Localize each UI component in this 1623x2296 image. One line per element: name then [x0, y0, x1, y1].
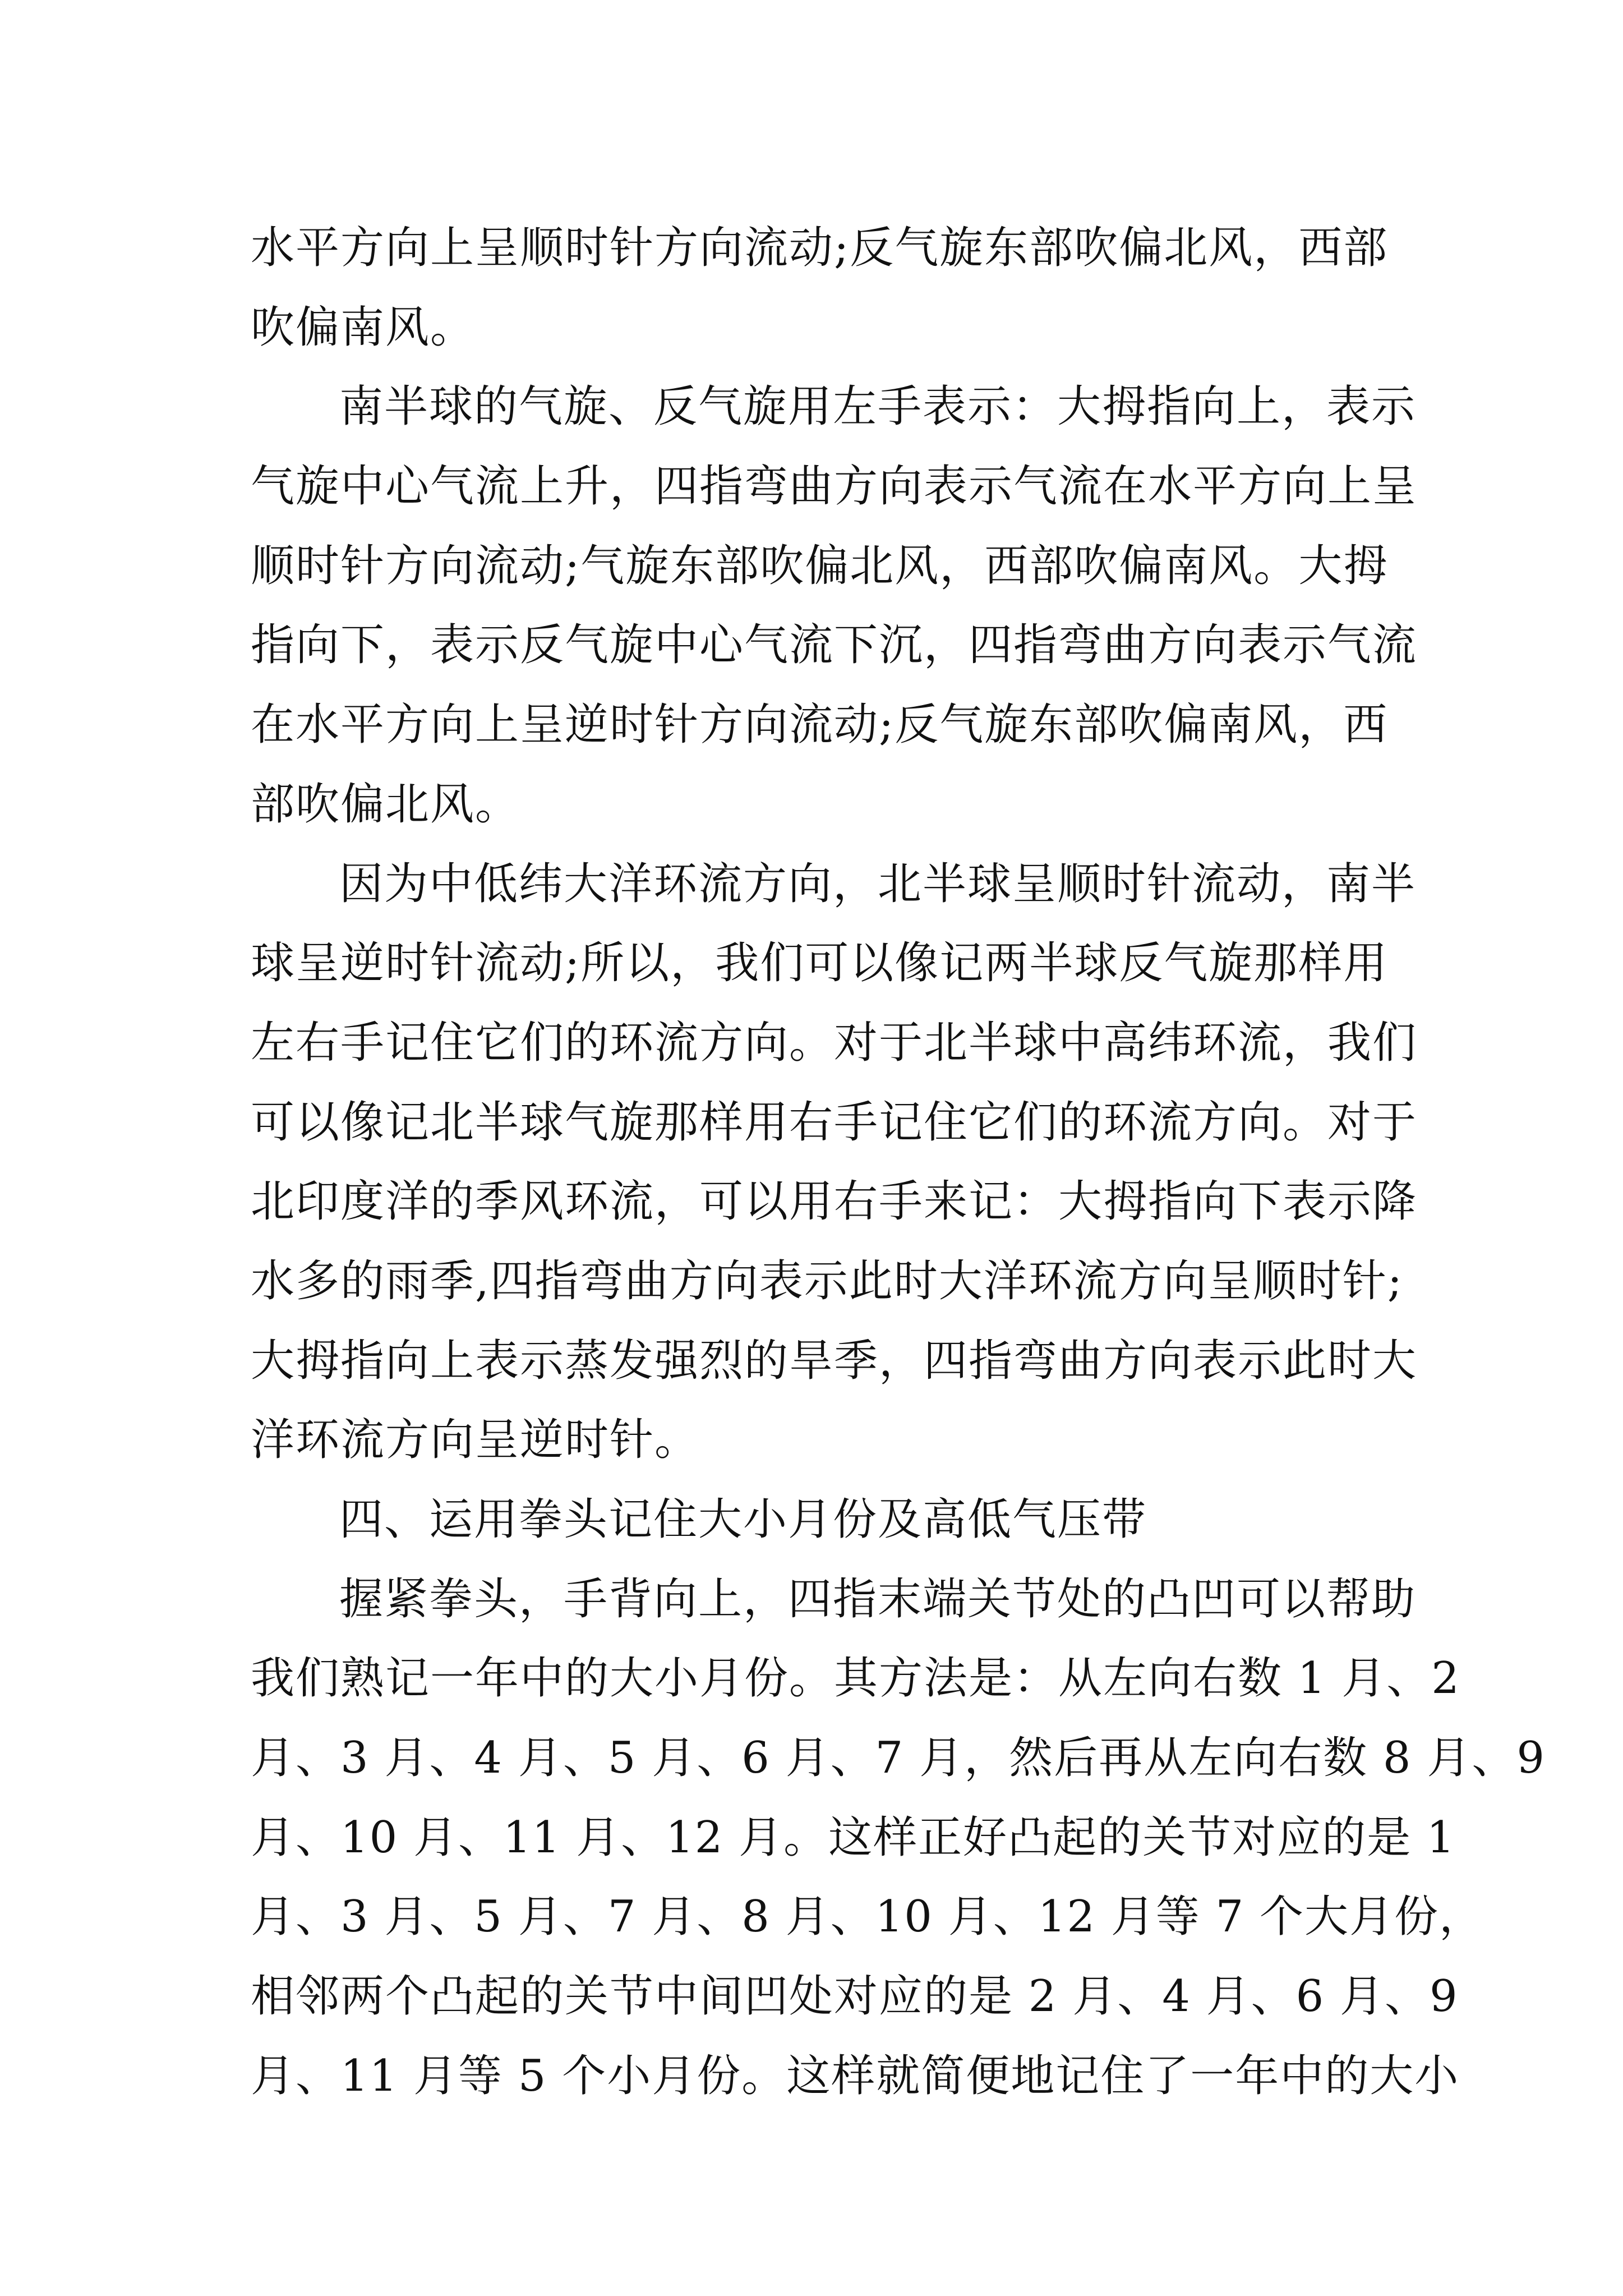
text-line: 左右手记住它们的环流方向。对于北半球中高纬环流，我们 — [251, 1017, 1418, 1068]
text-line: 相邻两个凸起的关节中间凹处对应的是 2 月、4 月、6 月、9 — [251, 1971, 1459, 2022]
text-line: 北印度洋的季风环流，可以用右手来记：大拇指向下表示降 — [251, 1176, 1418, 1227]
text-line: 握紧拳头，手背向上，四指末端关节处的凸凹可以帮助 — [339, 1573, 1417, 1625]
text-line: 月、10 月、11 月、12 月。这样正好凸起的关节对应的是 1 — [251, 1812, 1456, 1863]
text-line: 水多的雨季,四指弯曲方向表示此时大洋环流方向呈顺时针; — [251, 1255, 1404, 1306]
text-line: 气旋中心气流上升，四指弯曲方向表示气流在水平方向上呈 — [251, 461, 1418, 512]
text-line: 我们熟记一年中的大小月份。其方法是：从左向右数 1 月、2 — [251, 1653, 1460, 1704]
text-line: 因为中低纬大洋环流方向，北半球呈顺时针流动，南半 — [339, 858, 1417, 909]
text-line: 水平方向上呈顺时针方向流动;反气旋东部吹偏北风，西部 — [251, 223, 1389, 273]
text-line: 四、运用拳头记住大小月份及高低气压带 — [339, 1494, 1147, 1545]
text-line: 月、11 月等 5 个小月份。这样就简便地记住了一年中的大小 — [251, 2050, 1460, 2101]
text-line: 部吹偏北风。 — [251, 779, 520, 830]
text-line: 吹偏南风。 — [251, 302, 476, 353]
text-line: 顺时针方向流动;气旋东部吹偏北风，西部吹偏南风。大拇 — [251, 540, 1389, 591]
text-line: 球呈逆时针流动;所以，我们可以像记两半球反气旋那样用 — [251, 938, 1389, 989]
text-line: 月、3 月、4 月、5 月、6 月、7 月，然后再从左向右数 8 月、9 — [251, 1733, 1546, 1784]
text-line: 大拇指向上表示蒸发强烈的旱季，四指弯曲方向表示此时大 — [251, 1335, 1418, 1386]
text-line: 南半球的气旋、反气旋用左手表示：大拇指向上，表示 — [339, 381, 1417, 432]
text-line: 可以像记北半球气旋那样用右手记住它们的环流方向。对于 — [251, 1097, 1418, 1148]
text-line: 月、3 月、5 月、7 月、8 月、10 月、12 月等 7 个大月份， — [251, 1892, 1484, 1943]
text-line: 指向下，表示反气旋中心气流下沉，四指弯曲方向表示气流 — [251, 620, 1418, 671]
text-line: 在水平方向上呈逆时针方向流动;反气旋东部吹偏南风，西 — [251, 700, 1389, 751]
body-text — [251, 209, 1546, 2116]
text-line: 洋环流方向呈逆时针。 — [251, 1415, 700, 1466]
